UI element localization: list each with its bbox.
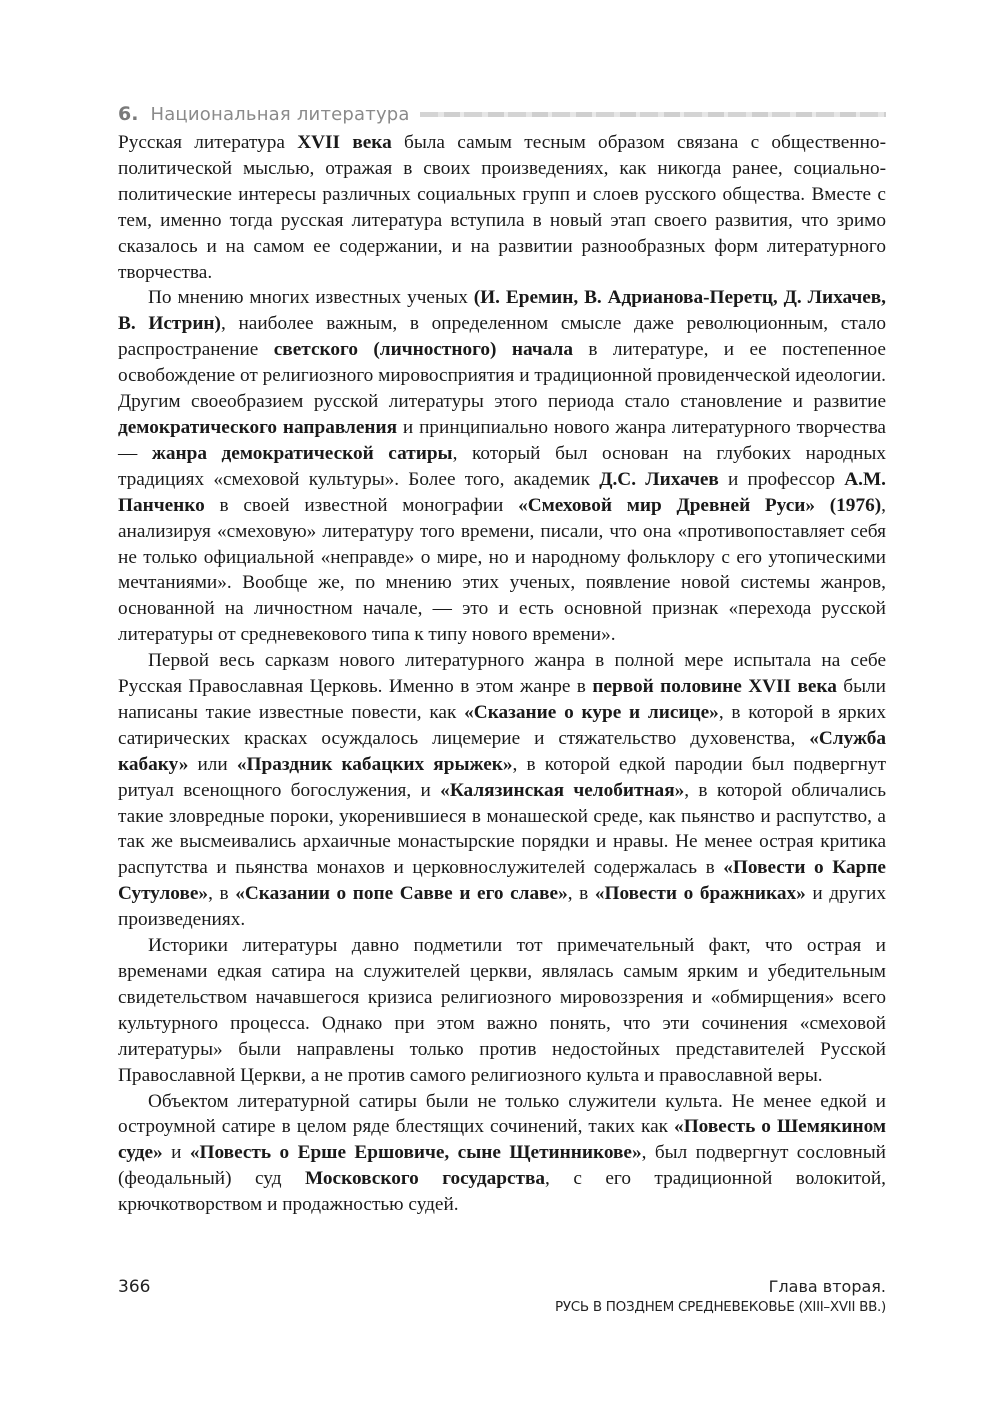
text-run: , в bbox=[208, 883, 236, 905]
text-run: , наиболее важным, в определенном смысле даже революционным, стало распространение bbox=[118, 313, 886, 361]
text-run: , был подвергнут сословный (феодальный) суд bbox=[118, 1142, 886, 1190]
bold-term: первой половине XVII века bbox=[592, 676, 837, 698]
text-run: и принципиально нового жанра литературного творчества — bbox=[118, 416, 886, 464]
text-run: и bbox=[162, 1142, 190, 1164]
bold-term: XVII века bbox=[297, 132, 392, 153]
paragraph bbox=[118, 933, 886, 1088]
bold-term: «Сказание о куре и лисице» bbox=[464, 701, 719, 723]
text-run: Русская литература bbox=[118, 132, 298, 153]
bold-term: «Калязинская челобитная» bbox=[440, 779, 685, 801]
text-run: Историки литературы давно подметили тот примечательный факт, что острая и временами едкая сатира на служителей церкви, являлась самым ярким и убедительным свидетельством начавшегося кризиса религиозного мировоззрения и «обмирщения» всего культурного процесса. Однако при этом важно понять, что эти сочинения «смеховой литературы» были направлены только против недостойных представителей Русской Православной Церкви, а не против самого религиозного культа и православной веры. bbox=[118, 935, 886, 1086]
text-run: или bbox=[188, 753, 237, 775]
bold-term: «Служба кабаку» bbox=[118, 727, 886, 775]
text-run: , в bbox=[567, 883, 595, 905]
running-footer bbox=[555, 1277, 886, 1317]
text-run: , в которой едкой пародии был подвергнут ритуал всенощного богослужения, и bbox=[118, 753, 886, 801]
text-run: и профессор bbox=[718, 468, 845, 490]
bold-term: «Повести о Карпе Сутулове» bbox=[118, 857, 886, 905]
bold-term: Д.С. Лихачев bbox=[599, 468, 719, 490]
text-run: в литературе, и ее постепенное освобождение от религиозного мировосприятия и традиционной провиденческой идеологии. Другим своеобразием русской литературы этого периода стало становление и развитие bbox=[118, 339, 886, 413]
page bbox=[118, 100, 886, 1218]
section-title: Национальная литература bbox=[150, 103, 410, 125]
paragraph bbox=[118, 285, 886, 648]
paragraph bbox=[118, 1089, 886, 1219]
text-run: и других произведениях. bbox=[118, 883, 886, 931]
bold-term: (И. Еремин, В. Адрианова-Перетц, Д. Лихачев, В. Истрин) bbox=[118, 287, 886, 335]
text-run: Объектом литературной сатиры были не только служители культа. Не менее едкой и остроумной сатире в целом ряде блестящих сочинений, таких как bbox=[118, 1090, 886, 1138]
body-text bbox=[118, 130, 886, 1218]
page-number: 366 bbox=[118, 1277, 151, 1297]
bold-term: «Сказании о попе Савве и его славе» bbox=[235, 883, 568, 905]
bold-term: демократического направления bbox=[118, 416, 398, 438]
bold-term: Московского государства bbox=[304, 1168, 546, 1190]
paragraph bbox=[118, 130, 886, 285]
bold-term: «Смеховой мир Древней Руси» (1976) bbox=[518, 494, 882, 516]
text-run: была самым тесным образом связана с общественно-политической мыслью, отражая в своих произведениях, как никогда ранее, социально-политические интересы различных социальных групп и слоев русского общества. Вместе с тем, именно тогда русская литература вступила в новый этап своего развития, что зримо сказалось и на самом ее содержании, и на развитии разнообразных форм литературного творчества. bbox=[118, 132, 886, 283]
chapter-label: Глава вторая. bbox=[768, 1277, 886, 1296]
bold-term: «Праздник кабацких ярыжек» bbox=[236, 753, 513, 775]
text-run: были написаны такие известные повести, как bbox=[118, 676, 886, 723]
bold-term: А.М. Панченко bbox=[118, 468, 886, 516]
bold-term: «Повесть о Ерше Ершовиче, сыне Щетинникове» bbox=[189, 1142, 642, 1164]
bold-term: «Повесть о Шемякином суде» bbox=[118, 1116, 886, 1164]
decorative-header-band bbox=[420, 112, 886, 117]
text-run: в своей известной монографии bbox=[204, 494, 519, 516]
text-run: , в которой обличались такие зловредные пороки, укоренившиеся в монашеской среде, как пьянство и распутство, а так же высмеивались архаичные монастырские порядки и нравы. Не менее острая критика распутства и пьянства монахов и церковнослужителей содержалась в bbox=[118, 779, 886, 879]
text-run: , в которой в ярких сатирических красках осуждалось лицемерие и стяжательство духовенства, bbox=[118, 701, 886, 749]
section-number: 6. bbox=[118, 103, 139, 125]
paragraph bbox=[118, 648, 886, 933]
text-run: Первой весь сарказм нового литературного жанра в полной мере испытала на себе Русская Православная Церковь. Именно в этом жанре в bbox=[118, 650, 886, 698]
bold-term: жанра демократической сатиры bbox=[151, 442, 453, 464]
bold-term: «Повести о бражниках» bbox=[594, 883, 806, 905]
section-header bbox=[118, 100, 886, 128]
text-run: , который был основан на глубоких народных традициях «смеховой культуры». Более того, академик bbox=[118, 442, 886, 490]
text-run: , анализируя «смеховую» литературу того времени, писали, что она «противопоставляет себя не только официальной «неправде» о мире, но и народному фольклору с его утопическими мечтаниями». Вообще же, по мнению этих ученых, появление новой системы жанров, основанной на личностном начале, — это и есть основной признак «перехода русской литературы от средневекового типа к типу нового времени». bbox=[118, 494, 886, 646]
text-run: , с его традиционной волокитой, крючкотворством и продажностью судей. bbox=[118, 1168, 886, 1216]
text-run: По мнению многих известных ученых bbox=[148, 287, 474, 309]
chapter-subtitle: РУСЬ В ПОЗДНЕМ СРЕДНЕВЕКОВЬЕ (XIII–XVII ВВ.) bbox=[555, 1299, 886, 1315]
bold-term: светского (личностного) начала bbox=[273, 339, 573, 361]
